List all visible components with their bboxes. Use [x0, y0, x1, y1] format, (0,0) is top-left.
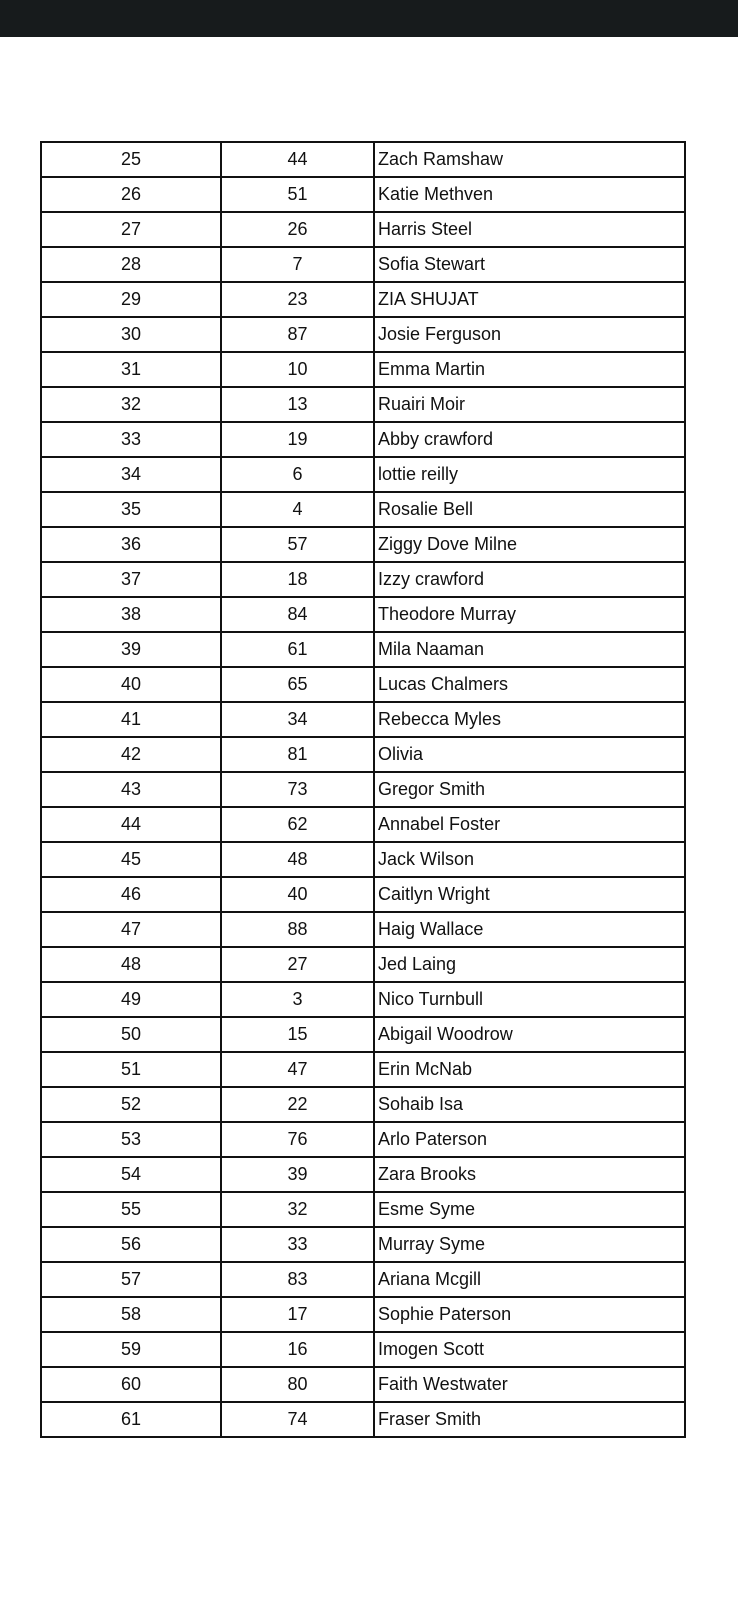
- table-row: [41, 597, 685, 632]
- number-cell: 39: [221, 1157, 374, 1192]
- position-cell: 39: [41, 632, 221, 667]
- name-cell: Sophie Paterson: [374, 1297, 685, 1332]
- table-row: [41, 632, 685, 667]
- number-cell: 23: [221, 282, 374, 317]
- number-cell: 44: [221, 142, 374, 177]
- table-row: [41, 142, 685, 177]
- position-cell: 38: [41, 597, 221, 632]
- number-cell: 51: [221, 177, 374, 212]
- table-row: [41, 562, 685, 597]
- name-cell: Theodore Murray: [374, 597, 685, 632]
- table-row: [41, 352, 685, 387]
- name-cell: Abigail Woodrow: [374, 1017, 685, 1052]
- table-row: [41, 842, 685, 877]
- table-row: [41, 492, 685, 527]
- name-cell: Ruairi Moir: [374, 387, 685, 422]
- name-cell: Izzy crawford: [374, 562, 685, 597]
- number-cell: 18: [221, 562, 374, 597]
- table-row: [41, 1332, 685, 1367]
- number-cell: 80: [221, 1367, 374, 1402]
- name-cell: Lucas Chalmers: [374, 667, 685, 702]
- name-cell: lottie reilly: [374, 457, 685, 492]
- position-cell: 34: [41, 457, 221, 492]
- position-cell: 42: [41, 737, 221, 772]
- position-cell: 31: [41, 352, 221, 387]
- number-cell: 15: [221, 1017, 374, 1052]
- number-cell: 17: [221, 1297, 374, 1332]
- position-cell: 60: [41, 1367, 221, 1402]
- position-cell: 57: [41, 1262, 221, 1297]
- number-cell: 76: [221, 1122, 374, 1157]
- name-cell: Haig Wallace: [374, 912, 685, 947]
- number-cell: 16: [221, 1332, 374, 1367]
- number-cell: 32: [221, 1192, 374, 1227]
- number-cell: 73: [221, 772, 374, 807]
- number-cell: 3: [221, 982, 374, 1017]
- table-row: [41, 247, 685, 282]
- name-cell: Nico Turnbull: [374, 982, 685, 1017]
- number-cell: 22: [221, 1087, 374, 1122]
- number-cell: 57: [221, 527, 374, 562]
- position-cell: 49: [41, 982, 221, 1017]
- position-cell: 61: [41, 1402, 221, 1437]
- name-cell: Erin McNab: [374, 1052, 685, 1087]
- position-cell: 30: [41, 317, 221, 352]
- position-cell: 40: [41, 667, 221, 702]
- name-cell: Emma Martin: [374, 352, 685, 387]
- position-cell: 52: [41, 1087, 221, 1122]
- table-row: [41, 982, 685, 1017]
- table-row: [41, 1017, 685, 1052]
- table-row: [41, 947, 685, 982]
- table-row: [41, 772, 685, 807]
- position-cell: 59: [41, 1332, 221, 1367]
- position-cell: 46: [41, 877, 221, 912]
- name-cell: Sohaib Isa: [374, 1087, 685, 1122]
- table-row: [41, 1157, 685, 1192]
- name-cell: Sofia Stewart: [374, 247, 685, 282]
- name-cell: Jack Wilson: [374, 842, 685, 877]
- name-cell: Ziggy Dove Milne: [374, 527, 685, 562]
- table-row: [41, 457, 685, 492]
- name-cell: Fraser Smith: [374, 1402, 685, 1437]
- table-row: [41, 1052, 685, 1087]
- table-row: [41, 1227, 685, 1262]
- number-cell: 81: [221, 737, 374, 772]
- name-cell: Zach Ramshaw: [374, 142, 685, 177]
- position-cell: 56: [41, 1227, 221, 1262]
- table-row: [41, 1297, 685, 1332]
- position-cell: 25: [41, 142, 221, 177]
- position-cell: 41: [41, 702, 221, 737]
- table-row: [41, 667, 685, 702]
- number-cell: 10: [221, 352, 374, 387]
- number-cell: 87: [221, 317, 374, 352]
- position-cell: 32: [41, 387, 221, 422]
- table-row: [41, 1122, 685, 1157]
- position-cell: 55: [41, 1192, 221, 1227]
- table-row: [41, 877, 685, 912]
- number-cell: 65: [221, 667, 374, 702]
- name-cell: Arlo Paterson: [374, 1122, 685, 1157]
- number-cell: 88: [221, 912, 374, 947]
- results-table-body: [41, 142, 685, 1437]
- position-cell: 51: [41, 1052, 221, 1087]
- name-cell: Murray Syme: [374, 1227, 685, 1262]
- name-cell: Caitlyn Wright: [374, 877, 685, 912]
- table-row: [41, 702, 685, 737]
- position-cell: 43: [41, 772, 221, 807]
- table-row: [41, 912, 685, 947]
- position-cell: 27: [41, 212, 221, 247]
- position-cell: 44: [41, 807, 221, 842]
- name-cell: Katie Methven: [374, 177, 685, 212]
- number-cell: 47: [221, 1052, 374, 1087]
- position-cell: 29: [41, 282, 221, 317]
- name-cell: Esme Syme: [374, 1192, 685, 1227]
- name-cell: Rebecca Myles: [374, 702, 685, 737]
- number-cell: 4: [221, 492, 374, 527]
- results-table: [40, 141, 686, 1438]
- position-cell: 37: [41, 562, 221, 597]
- name-cell: Annabel Foster: [374, 807, 685, 842]
- name-cell: Abby crawford: [374, 422, 685, 457]
- table-row: [41, 422, 685, 457]
- position-cell: 45: [41, 842, 221, 877]
- number-cell: 40: [221, 877, 374, 912]
- number-cell: 27: [221, 947, 374, 982]
- name-cell: Olivia: [374, 737, 685, 772]
- table-row: [41, 1262, 685, 1297]
- number-cell: 48: [221, 842, 374, 877]
- number-cell: 26: [221, 212, 374, 247]
- name-cell: Harris Steel: [374, 212, 685, 247]
- table-row: [41, 212, 685, 247]
- number-cell: 83: [221, 1262, 374, 1297]
- number-cell: 84: [221, 597, 374, 632]
- table-row: [41, 1402, 685, 1437]
- position-cell: 48: [41, 947, 221, 982]
- position-cell: 26: [41, 177, 221, 212]
- number-cell: 13: [221, 387, 374, 422]
- position-cell: 50: [41, 1017, 221, 1052]
- position-cell: 47: [41, 912, 221, 947]
- table-row: [41, 1192, 685, 1227]
- number-cell: 34: [221, 702, 374, 737]
- table-row: [41, 1087, 685, 1122]
- name-cell: ZIA SHUJAT: [374, 282, 685, 317]
- number-cell: 7: [221, 247, 374, 282]
- number-cell: 62: [221, 807, 374, 842]
- number-cell: 6: [221, 457, 374, 492]
- table-row: [41, 387, 685, 422]
- name-cell: Faith Westwater: [374, 1367, 685, 1402]
- table-row: [41, 317, 685, 352]
- number-cell: 33: [221, 1227, 374, 1262]
- name-cell: Ariana Mcgill: [374, 1262, 685, 1297]
- number-cell: 74: [221, 1402, 374, 1437]
- table-row: [41, 1367, 685, 1402]
- name-cell: Zara Brooks: [374, 1157, 685, 1192]
- name-cell: Rosalie Bell: [374, 492, 685, 527]
- number-cell: 61: [221, 632, 374, 667]
- name-cell: Jed Laing: [374, 947, 685, 982]
- table-row: [41, 282, 685, 317]
- position-cell: 28: [41, 247, 221, 282]
- name-cell: Gregor Smith: [374, 772, 685, 807]
- name-cell: Josie Ferguson: [374, 317, 685, 352]
- table-row: [41, 807, 685, 842]
- name-cell: Imogen Scott: [374, 1332, 685, 1367]
- position-cell: 58: [41, 1297, 221, 1332]
- position-cell: 54: [41, 1157, 221, 1192]
- status-bar: [0, 0, 738, 37]
- position-cell: 35: [41, 492, 221, 527]
- position-cell: 53: [41, 1122, 221, 1157]
- name-cell: Mila Naaman: [374, 632, 685, 667]
- position-cell: 36: [41, 527, 221, 562]
- table-row: [41, 737, 685, 772]
- number-cell: 19: [221, 422, 374, 457]
- position-cell: 33: [41, 422, 221, 457]
- table-row: [41, 527, 685, 562]
- table-row: [41, 177, 685, 212]
